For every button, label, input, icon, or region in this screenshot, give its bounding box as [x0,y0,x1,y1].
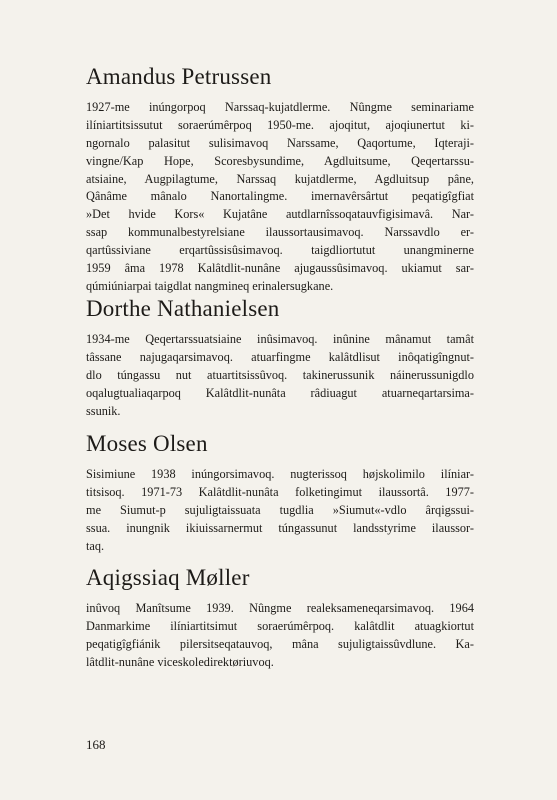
page-number: 168 [86,737,106,752]
text-line: lâtdlit-nunâne viceskoledirektøriuvoq. [86,654,274,669]
text-line: tâssane najugaqarsimavoq. atuarfingme kalâtdlisut inôqatigîngnut- [86,349,474,364]
text-line: 1927-me inúngorpoq Narssaq-kujatdlerme. Nûngme seminariame [86,100,474,114]
text-line: inûvoq Manîtsume 1939. Nûngme realeksameneqarsimavoq. 1964 [86,601,474,615]
text-line: me Siumut-p sujuligtaissuata tugdlia »Siumut«-vdlo ârqigssui- [86,502,474,517]
entry-moses-olsen [86,431,474,555]
text-line: qartûssiviane erqartûssisûsimavoq. taigdliortutut unangminerne [86,243,474,258]
entry-heading: Dorthe Nathanielsen [86,296,280,321]
entry-dorthe-nathanielsen [86,296,474,420]
text-line: ssap kommunalbestyrelsiane ilaussortausimavoq. Narssavdlo er- [86,225,474,240]
text-line: ssua. inungnik ikiuissarnermut túngassunut landsstyrime ilaussor- [86,520,474,535]
entry-body [86,99,474,296]
text-line: oqalugtualiaqarpoq Kalâtdlit-nunâta râdiuagut atuarneqartarsima- [86,385,474,400]
entry-body [86,600,474,672]
text-line: taq. [86,538,105,553]
entry-body [86,331,474,420]
entry-aqigssiaq-moller [86,565,474,672]
entry-heading: Moses Olsen [86,431,208,456]
text-line: 1934-me Qeqertarssuatsiaine inûsimavoq. inûnine mânamut tamât [86,332,474,346]
text-line: peqatigîgfiánik pilersitseqatauvoq, mâna sujuligtaissûvdlune. Ka- [86,636,474,651]
text-line: dlo túngassu nut atuartitsissûvoq. takinerussunik náinerussunigdlo [86,367,474,382]
text-line: Sisimiune 1938 inúngorsimavoq. nugterissoq højskolimilo ilíniar- [86,467,474,481]
entry-amandus-petrussen [86,64,474,296]
text-line: Qânâme mânalo Nanortalingme. imernavêrsârtut peqatigîgfiat [86,189,474,204]
entry-heading: Amandus Petrussen [86,64,272,89]
text-line: »Det hvide Kors« Kujatâne autdlarnîssoqatauvfigisimavâ. Nar- [86,207,474,222]
text-line: titsisoq. 1971-73 Kalâtdlit-nunâta folketingimut ilaussortâ. 1977- [86,484,474,499]
text-line: Danmarkime ilíniartitsimut soraerúmêrpoq. kalâtdlit atuagkiortut [86,618,474,633]
text-line: qúmiúniarpai taigdlat nangmineq erinalersugkane. [86,278,334,293]
text-line: vingne/Kap Hope, Scoresbysundime, Agdluitsume, Qeqertarssu- [86,153,474,168]
entry-body [86,466,474,555]
entry-heading: Aqigssiaq Møller [86,565,250,590]
text-line: ssunik. [86,403,121,418]
text-line: ilíniartitsissutut soraerúmêrpoq 1950-me. ajoqitut, ajoqiunertut ki- [86,117,474,132]
text-line: ngornalo palasitut sulisimavoq Narssame, Qaqortume, Iqteraji- [86,135,474,150]
text-line: 1959 âma 1978 Kalâtdlit-nunâne ajugaussûsimavoq. ukiamut sar- [86,261,474,276]
text-line: atsiaine, Augpilagtume, Narssaq kujatdlerme, Agdluitsup pâne, [86,171,474,186]
